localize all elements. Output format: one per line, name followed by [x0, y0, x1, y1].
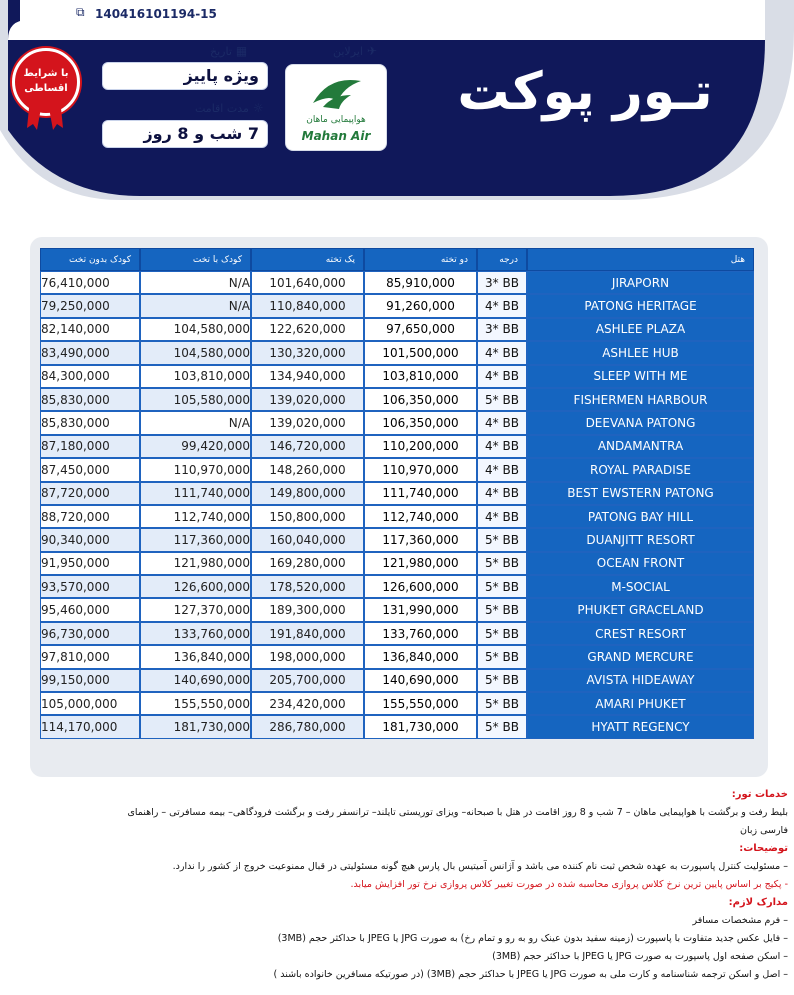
description-line: – مسئولیت کنترل پاسپورت به عهده شخص ثبت نام کننده می باشد و آژانس آمیتیس بال پارس هیچ گونه مسئولیتی در قبال ممنوعیت خروج از کشور را ندارد.	[172, 861, 788, 872]
cell-grade: 5* BB	[477, 528, 527, 551]
header-double: دو تخته	[364, 248, 477, 271]
cell-child-nobed: 87,450,000	[40, 458, 140, 481]
copy-icon: ⧉	[76, 5, 85, 19]
table-row	[40, 294, 754, 317]
cell-single: 101,640,000	[251, 271, 364, 294]
cell-child-nobed: 93,570,000	[40, 575, 140, 598]
description-title: توضیحات:	[739, 843, 788, 854]
cell-child-bed: 127,370,000	[140, 598, 251, 621]
table-row	[40, 622, 754, 645]
table-row	[40, 575, 754, 598]
installment-badge: با شرایط اقساطی	[12, 48, 80, 116]
table-row	[40, 365, 754, 388]
table-row	[40, 669, 754, 692]
price-table	[40, 248, 754, 739]
cell-grade: 4* BB	[477, 294, 527, 317]
cell-single: 139,020,000	[251, 388, 364, 411]
cell-child-nobed: 84,300,000	[40, 365, 140, 388]
documents-item: – فرم مشخصات مسافر	[692, 915, 788, 926]
table-row	[40, 645, 754, 668]
cell-hotel: PHUKET GRACELAND	[527, 598, 754, 621]
cell-single: 205,700,000	[251, 669, 364, 692]
cell-grade: 3* BB	[477, 271, 527, 294]
cell-child-nobed: 96,730,000	[40, 622, 140, 645]
cell-hotel: SLEEP WITH ME	[527, 365, 754, 388]
cell-double: 101,500,000	[364, 341, 477, 364]
cell-child-bed: N/A	[140, 294, 251, 317]
cell-grade: 4* BB	[477, 482, 527, 505]
cell-double: 126,600,000	[364, 575, 477, 598]
sun-moon-icon: ☼	[252, 101, 264, 115]
stay-label-group: ☼مدت اقامت	[195, 101, 264, 115]
table-row	[40, 388, 754, 411]
cell-hotel: CREST RESORT	[527, 622, 754, 645]
cell-grade: 4* BB	[477, 458, 527, 481]
documents-item: – اصل و اسکن ترجمه شناسنامه و کارت ملی به صورت JPG یا JPEG با حداکثر حجم (3MB) (در صورتیکه مسافرین خانواده باشند )	[273, 969, 788, 980]
cell-grade: 5* BB	[477, 622, 527, 645]
cell-hotel: JIRAPORN	[527, 271, 754, 294]
cell-hotel: DEEVANA PATONG	[527, 411, 754, 434]
cell-hotel: M-SOCIAL	[527, 575, 754, 598]
table-row	[40, 341, 754, 364]
cell-hotel: DUANJITT RESORT	[527, 528, 754, 551]
cell-single: 169,280,000	[251, 552, 364, 575]
cell-child-nobed: 114,170,000	[40, 715, 140, 738]
cell-grade: 5* BB	[477, 388, 527, 411]
cell-child-nobed: 97,810,000	[40, 645, 140, 668]
cell-child-bed: 126,600,000	[140, 575, 251, 598]
cell-double: 106,350,000	[364, 388, 477, 411]
header-grade: درجه	[477, 248, 527, 271]
notes-section	[4, 786, 788, 984]
cell-double: 97,650,000	[364, 318, 477, 341]
cell-single: 110,840,000	[251, 294, 364, 317]
cell-single: 122,620,000	[251, 318, 364, 341]
cell-hotel: PATONG HERITAGE	[527, 294, 754, 317]
cell-child-nobed: 91,950,000	[40, 552, 140, 575]
cell-double: 110,970,000	[364, 458, 477, 481]
cell-double: 112,740,000	[364, 505, 477, 528]
services-text: بلیط رفت و برگشت با هواپیمایی ماهان – 7 شب و 8 روز اقامت در هتل با صبحانه– ویزای توریستی تایلند– ترانسفر رفت و برگشت فرودگاهی– بیمه مسافرتی – راهنمای	[127, 807, 788, 818]
cell-hotel: AMARI PHUKET	[527, 692, 754, 715]
cell-child-bed: 155,550,000	[140, 692, 251, 715]
cell-child-nobed: 88,720,000	[40, 505, 140, 528]
cell-double: 131,990,000	[364, 598, 477, 621]
cell-single: 160,040,000	[251, 528, 364, 551]
cell-hotel: ASHLEE HUB	[527, 341, 754, 364]
cell-child-nobed: 82,140,000	[40, 318, 140, 341]
cell-grade: 5* BB	[477, 552, 527, 575]
cell-grade: 4* BB	[477, 341, 527, 364]
table-row	[40, 458, 754, 481]
cell-single: 178,520,000	[251, 575, 364, 598]
cell-hotel: AVISTA HIDEAWAY	[527, 669, 754, 692]
cell-child-nobed: 90,340,000	[40, 528, 140, 551]
cell-hotel: HYATT REGENCY	[527, 715, 754, 738]
header-hotel: هتل	[527, 248, 754, 271]
cell-child-nobed: 85,830,000	[40, 411, 140, 434]
cell-child-bed: 104,580,000	[140, 341, 251, 364]
logo-text-fa: هواپیمایی ماهان	[306, 115, 366, 125]
cell-single: 139,020,000	[251, 411, 364, 434]
cell-child-bed: 105,580,000	[140, 388, 251, 411]
cell-grade: 4* BB	[477, 435, 527, 458]
cell-single: 148,260,000	[251, 458, 364, 481]
table-row	[40, 552, 754, 575]
cell-grade: 4* BB	[477, 365, 527, 388]
table-row	[40, 411, 754, 434]
cell-child-bed: 136,840,000	[140, 645, 251, 668]
cell-child-nobed: 83,490,000	[40, 341, 140, 364]
table-row	[40, 505, 754, 528]
cell-single: 189,300,000	[251, 598, 364, 621]
cell-single: 286,780,000	[251, 715, 364, 738]
cell-child-nobed: 79,250,000	[40, 294, 140, 317]
cell-grade: 5* BB	[477, 598, 527, 621]
table-row	[40, 318, 754, 341]
cell-double: 133,760,000	[364, 622, 477, 645]
cell-double: 103,810,000	[364, 365, 477, 388]
table-row	[40, 435, 754, 458]
mahan-bird-icon	[307, 73, 367, 113]
cell-child-bed: 140,690,000	[140, 669, 251, 692]
table-row	[40, 598, 754, 621]
table-row	[40, 482, 754, 505]
cell-child-bed: N/A	[140, 271, 251, 294]
cell-double: 181,730,000	[364, 715, 477, 738]
cell-double: 136,840,000	[364, 645, 477, 668]
cell-double: 121,980,000	[364, 552, 477, 575]
cell-child-bed: 181,730,000	[140, 715, 251, 738]
description-line-red: - پکیج بر اساس پایین ترین نرخ کلاس پروازی محاسبه شده در صورت تغییر کلاس پروازی نرخ تور افزایش میابد.	[350, 879, 788, 890]
header-single: یک تخته	[251, 248, 364, 271]
cell-double: 155,550,000	[364, 692, 477, 715]
cell-double: 91,260,000	[364, 294, 477, 317]
cell-child-nobed: 99,150,000	[40, 669, 140, 692]
cell-single: 149,800,000	[251, 482, 364, 505]
cell-grade: 5* BB	[477, 715, 527, 738]
stay-value: 7 شب و 8 روز	[102, 120, 268, 148]
cell-single: 146,720,000	[251, 435, 364, 458]
documents-title: مدارک لازم:	[728, 897, 788, 908]
cell-hotel: ROYAL PARADISE	[527, 458, 754, 481]
page-title: تـور پوکت	[457, 62, 713, 122]
cell-grade: 5* BB	[477, 575, 527, 598]
cell-child-nobed: 105,000,000	[40, 692, 140, 715]
cell-single: 198,000,000	[251, 645, 364, 668]
cell-double: 111,740,000	[364, 482, 477, 505]
header-child-bed: کودک با تخت	[140, 248, 251, 271]
cell-single: 134,940,000	[251, 365, 364, 388]
cell-hotel: GRAND MERCURE	[527, 645, 754, 668]
cell-hotel: FISHERMEN HARBOUR	[527, 388, 754, 411]
cell-hotel: BEST EWSTERN PATONG	[527, 482, 754, 505]
date-label-group: ▦تاریخ	[210, 44, 248, 58]
cell-single: 130,320,000	[251, 341, 364, 364]
cell-single: 191,840,000	[251, 622, 364, 645]
cell-child-nobed: 95,460,000	[40, 598, 140, 621]
cell-child-bed: 110,970,000	[140, 458, 251, 481]
cell-double: 110,200,000	[364, 435, 477, 458]
cell-single: 150,800,000	[251, 505, 364, 528]
date-value: ویژه پاییز	[102, 62, 268, 90]
cell-grade: 4* BB	[477, 411, 527, 434]
table-row	[40, 528, 754, 551]
tour-code: 140416101194-15	[95, 7, 217, 21]
cell-child-nobed: 76,410,000	[40, 271, 140, 294]
table-header-row	[40, 248, 754, 271]
cell-child-bed: 117,360,000	[140, 528, 251, 551]
services-text-cont: فارسی زبان	[739, 825, 788, 836]
cell-single: 234,420,000	[251, 692, 364, 715]
cell-child-bed: 133,760,000	[140, 622, 251, 645]
cell-double: 106,350,000	[364, 411, 477, 434]
cell-child-bed: 112,740,000	[140, 505, 251, 528]
cell-child-bed: 103,810,000	[140, 365, 251, 388]
cell-hotel: PATONG BAY HILL	[527, 505, 754, 528]
calendar-icon: ▦	[235, 44, 248, 58]
airline-label-group: ✈ایرلاین	[333, 44, 377, 58]
cell-child-bed: 111,740,000	[140, 482, 251, 505]
airline-logo	[285, 64, 387, 151]
cell-grade: 3* BB	[477, 318, 527, 341]
cell-child-nobed: 87,180,000	[40, 435, 140, 458]
table-row	[40, 271, 754, 294]
table-row	[40, 715, 754, 738]
cell-hotel: ASHLEE PLAZA	[527, 318, 754, 341]
documents-item: – فایل عکس جدید متفاوت با پاسپورت (زمینه سفید بدون عینک رو به رو و تمام رخ) به صورت JPG یا JPEG با حداکثر حجم (3MB)	[277, 933, 788, 944]
cell-double: 117,360,000	[364, 528, 477, 551]
cell-hotel: OCEAN FRONT	[527, 552, 754, 575]
cell-grade: 5* BB	[477, 669, 527, 692]
badge-ribbon-icon	[27, 108, 67, 138]
header-banner	[0, 0, 794, 222]
cell-grade: 5* BB	[477, 692, 527, 715]
cell-child-bed: N/A	[140, 411, 251, 434]
cell-double: 140,690,000	[364, 669, 477, 692]
cell-double: 85,910,000	[364, 271, 477, 294]
logo-text-en: Mahan Air	[301, 129, 371, 143]
services-title: خدمات تور:	[731, 789, 788, 800]
cell-child-nobed: 85,830,000	[40, 388, 140, 411]
table-row	[40, 692, 754, 715]
cell-hotel: ANDAMANTRA	[527, 435, 754, 458]
documents-item: – اسکن صفحه اول پاسپورت به صورت JPG یا JPEG با حداکثر حجم (3MB)	[492, 951, 788, 962]
cell-child-bed: 121,980,000	[140, 552, 251, 575]
cell-child-bed: 99,420,000	[140, 435, 251, 458]
cell-child-bed: 104,580,000	[140, 318, 251, 341]
cell-grade: 5* BB	[477, 645, 527, 668]
airplane-icon: ✈	[366, 44, 377, 58]
cell-grade: 4* BB	[477, 505, 527, 528]
header-child-nobed: کودک بدون تخت	[40, 248, 140, 271]
cell-child-nobed: 87,720,000	[40, 482, 140, 505]
